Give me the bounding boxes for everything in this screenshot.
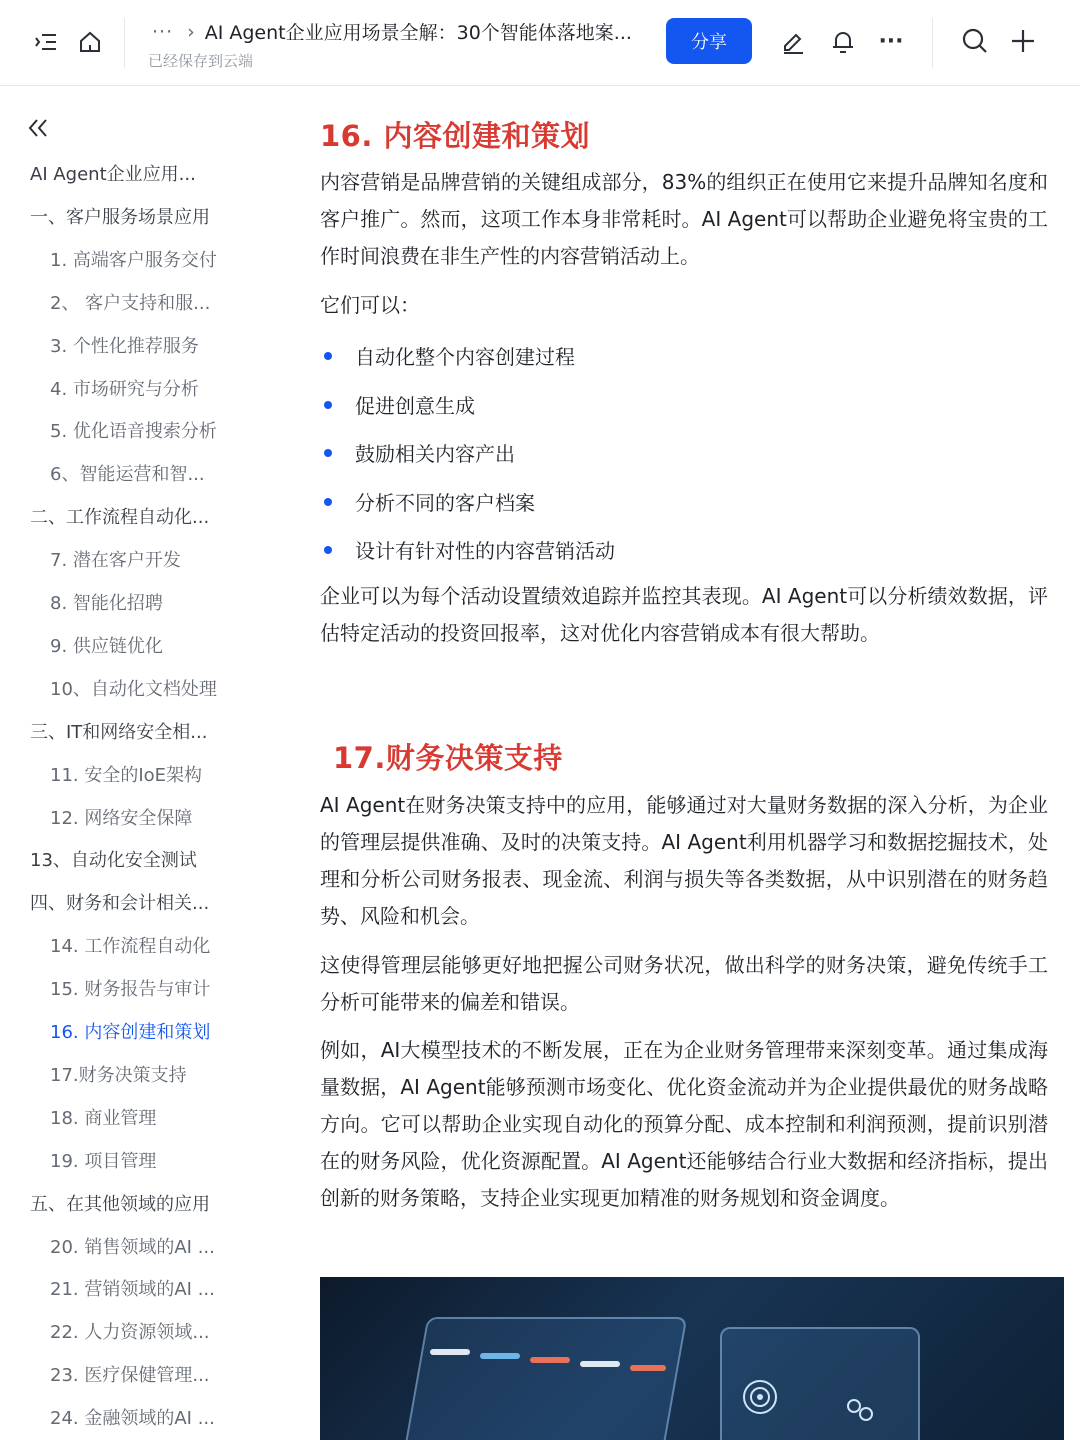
outline-item[interactable]: 14. 工作流程自动化	[50, 936, 211, 958]
doc-title[interactable]: AI Agent企业应用场景全解：30个智能体落地案...	[204, 22, 632, 44]
outline-item[interactable]: 12. 网络安全保障	[50, 807, 193, 829]
collapse-sidebar-icon[interactable]	[24, 114, 52, 142]
plus-icon[interactable]	[1006, 24, 1040, 58]
paragraph: 例如，AI大模型技术的不断发展，正在为企业财务管理带来深刻变革。通过集成海量数据，AI Agent能够预测市场变化、优化资金流动并为企业提供最优的财务战略方向。它可以帮助企业实现自动化的预算分配、成本控制和利润预测，提前识别潜在的财务风险，优化资源配置。AI Agent还能够结合行业大数据和经济指标，提出创新的财务策略，支持企业实现更加精准的财务规划和资金调度。	[320, 1038, 1048, 1210]
outline-item[interactable]: 3. 个性化推荐服务	[50, 335, 199, 357]
outline-item[interactable]: 18. 商业管理	[50, 1107, 157, 1129]
list-item	[320, 487, 1020, 517]
illustration-bar	[580, 1361, 620, 1367]
paragraph: 内容营销是品牌营销的关键组成部分，83%的组织正在使用它来提升品牌知名度和客户推广。然而，这项工作本身非常耗时。AI Agent可以帮助企业避免将宝贵的工作时间浪费在非生产性的内容营销活动上。	[320, 170, 1048, 268]
bullet-dot	[324, 401, 332, 409]
list-item	[320, 390, 1020, 420]
home-icon[interactable]	[74, 26, 106, 58]
outline-item[interactable]: 13、自动化安全测试	[30, 850, 197, 872]
outline-item[interactable]: 1. 高端客户服务交付	[50, 249, 217, 271]
paragraph: 这使得管理层能够更好地把握公司财务状况，做出科学的财务决策，避免传统手工分析可能带来的偏差和错误。	[320, 953, 1048, 1014]
share-button[interactable]: 分享	[666, 18, 752, 64]
section-heading-17: 17.财务决策支持	[333, 741, 563, 775]
save-status: 已经保存到云端	[148, 52, 254, 70]
outline-item[interactable]: 24. 金融领域的AI ...	[50, 1408, 215, 1430]
outline-toggle-icon[interactable]	[30, 26, 62, 58]
divider	[124, 18, 125, 68]
bullet-dot	[324, 546, 332, 554]
section-heading-16: 16. 内容创建和策划	[320, 119, 590, 153]
illustration-panel	[403, 1317, 688, 1440]
outline-item[interactable]: 21. 营销领域的AI ...	[50, 1279, 215, 1301]
outline-item[interactable]: 17.财务决策支持	[50, 1064, 187, 1086]
bullet-dot	[324, 449, 332, 457]
edit-icon[interactable]	[776, 24, 810, 58]
illustration-bar	[480, 1353, 520, 1359]
list-item	[320, 341, 1020, 371]
breadcrumb	[152, 18, 632, 45]
outline-item[interactable]: 二、工作流程自动化...	[30, 507, 210, 529]
more-icon[interactable]: ···	[878, 28, 904, 54]
bullet-dot	[324, 498, 332, 506]
breadcrumb-more[interactable]: ···	[152, 20, 174, 43]
outline-item[interactable]: 一、客户服务场景应用	[30, 206, 210, 228]
outline-item[interactable]: 三、IT和网络安全相...	[30, 721, 208, 743]
outline-item[interactable]: 5. 优化语音搜索分析	[50, 421, 217, 443]
search-icon[interactable]	[958, 24, 992, 58]
list-item-text: 分析不同的客户档案	[355, 490, 535, 515]
illustration-bar	[630, 1365, 666, 1371]
top-bar	[0, 0, 1080, 86]
outline-item[interactable]: 7. 潜在客户开发	[50, 550, 181, 572]
list-item	[320, 535, 1020, 565]
outline-item[interactable]: 10、自动化文档处理	[50, 678, 217, 700]
users-icon	[840, 1392, 880, 1432]
outline-item[interactable]: 22. 人力资源领域...	[50, 1322, 210, 1344]
bell-icon[interactable]	[826, 24, 860, 58]
paragraph: 它们可以：	[320, 293, 420, 317]
outline-item[interactable]: AI Agent企业应用...	[30, 164, 196, 185]
divider	[932, 18, 933, 68]
outline-item[interactable]: 19. 项目管理	[50, 1150, 157, 1172]
illustration-bar	[530, 1357, 570, 1363]
outline-item[interactable]: 4. 市场研究与分析	[50, 378, 199, 400]
outline-item[interactable]: 11. 安全的IoE架构	[50, 764, 203, 786]
outline-item[interactable]: 23. 医疗保健管理...	[50, 1365, 210, 1387]
target-icon	[740, 1377, 780, 1417]
list-item-text: 设计有针对性的内容营销活动	[355, 539, 615, 564]
outline-item[interactable]: 五、在其他领域的应用	[30, 1193, 210, 1215]
outline-item[interactable]: 15. 财务报告与审计	[50, 979, 211, 1001]
article-illustration	[320, 1277, 1064, 1440]
list-item-text: 自动化整个内容创建过程	[355, 345, 575, 369]
outline-item[interactable]: 20. 销售领域的AI ...	[50, 1236, 215, 1258]
bullet-dot	[324, 352, 332, 360]
chevron-right-icon: ›	[187, 20, 195, 43]
list-item	[320, 438, 1020, 468]
outline-item[interactable]: 9. 供应链优化	[50, 635, 163, 657]
outline-item[interactable]: 8. 智能化招聘	[50, 593, 163, 614]
list-item-text: 鼓励相关内容产出	[355, 442, 515, 467]
paragraph: AI Agent在财务决策支持中的应用，能够通过对大量财务数据的深入分析，为企业的管理层提供准确、及时的决策支持。AI Agent利用机器学习和数据挖掘技术，处理和分析公司财务报表、现金流、利润与损失等各类数据，从中识别潜在的财务趋势、风险和机会。	[320, 793, 1048, 928]
illustration-bar	[430, 1349, 470, 1355]
outline-item[interactable]: 四、财务和会计相关...	[30, 893, 210, 915]
list-item-text: 促进创意生成	[355, 393, 475, 418]
outline-item[interactable]: 2、 客户支持和服...	[50, 292, 211, 314]
outline-sidebar	[0, 86, 290, 1440]
outline-item[interactable]: 16. 内容创建和策划	[50, 1022, 211, 1043]
paragraph: 企业可以为每个活动设置绩效追踪并监控其表现。AI Agent可以分析绩效数据，评估特定活动的投资回报率，这对优化内容营销成本有很大帮助。	[320, 584, 1048, 645]
outline-item[interactable]: 6、智能运营和智...	[50, 464, 205, 486]
